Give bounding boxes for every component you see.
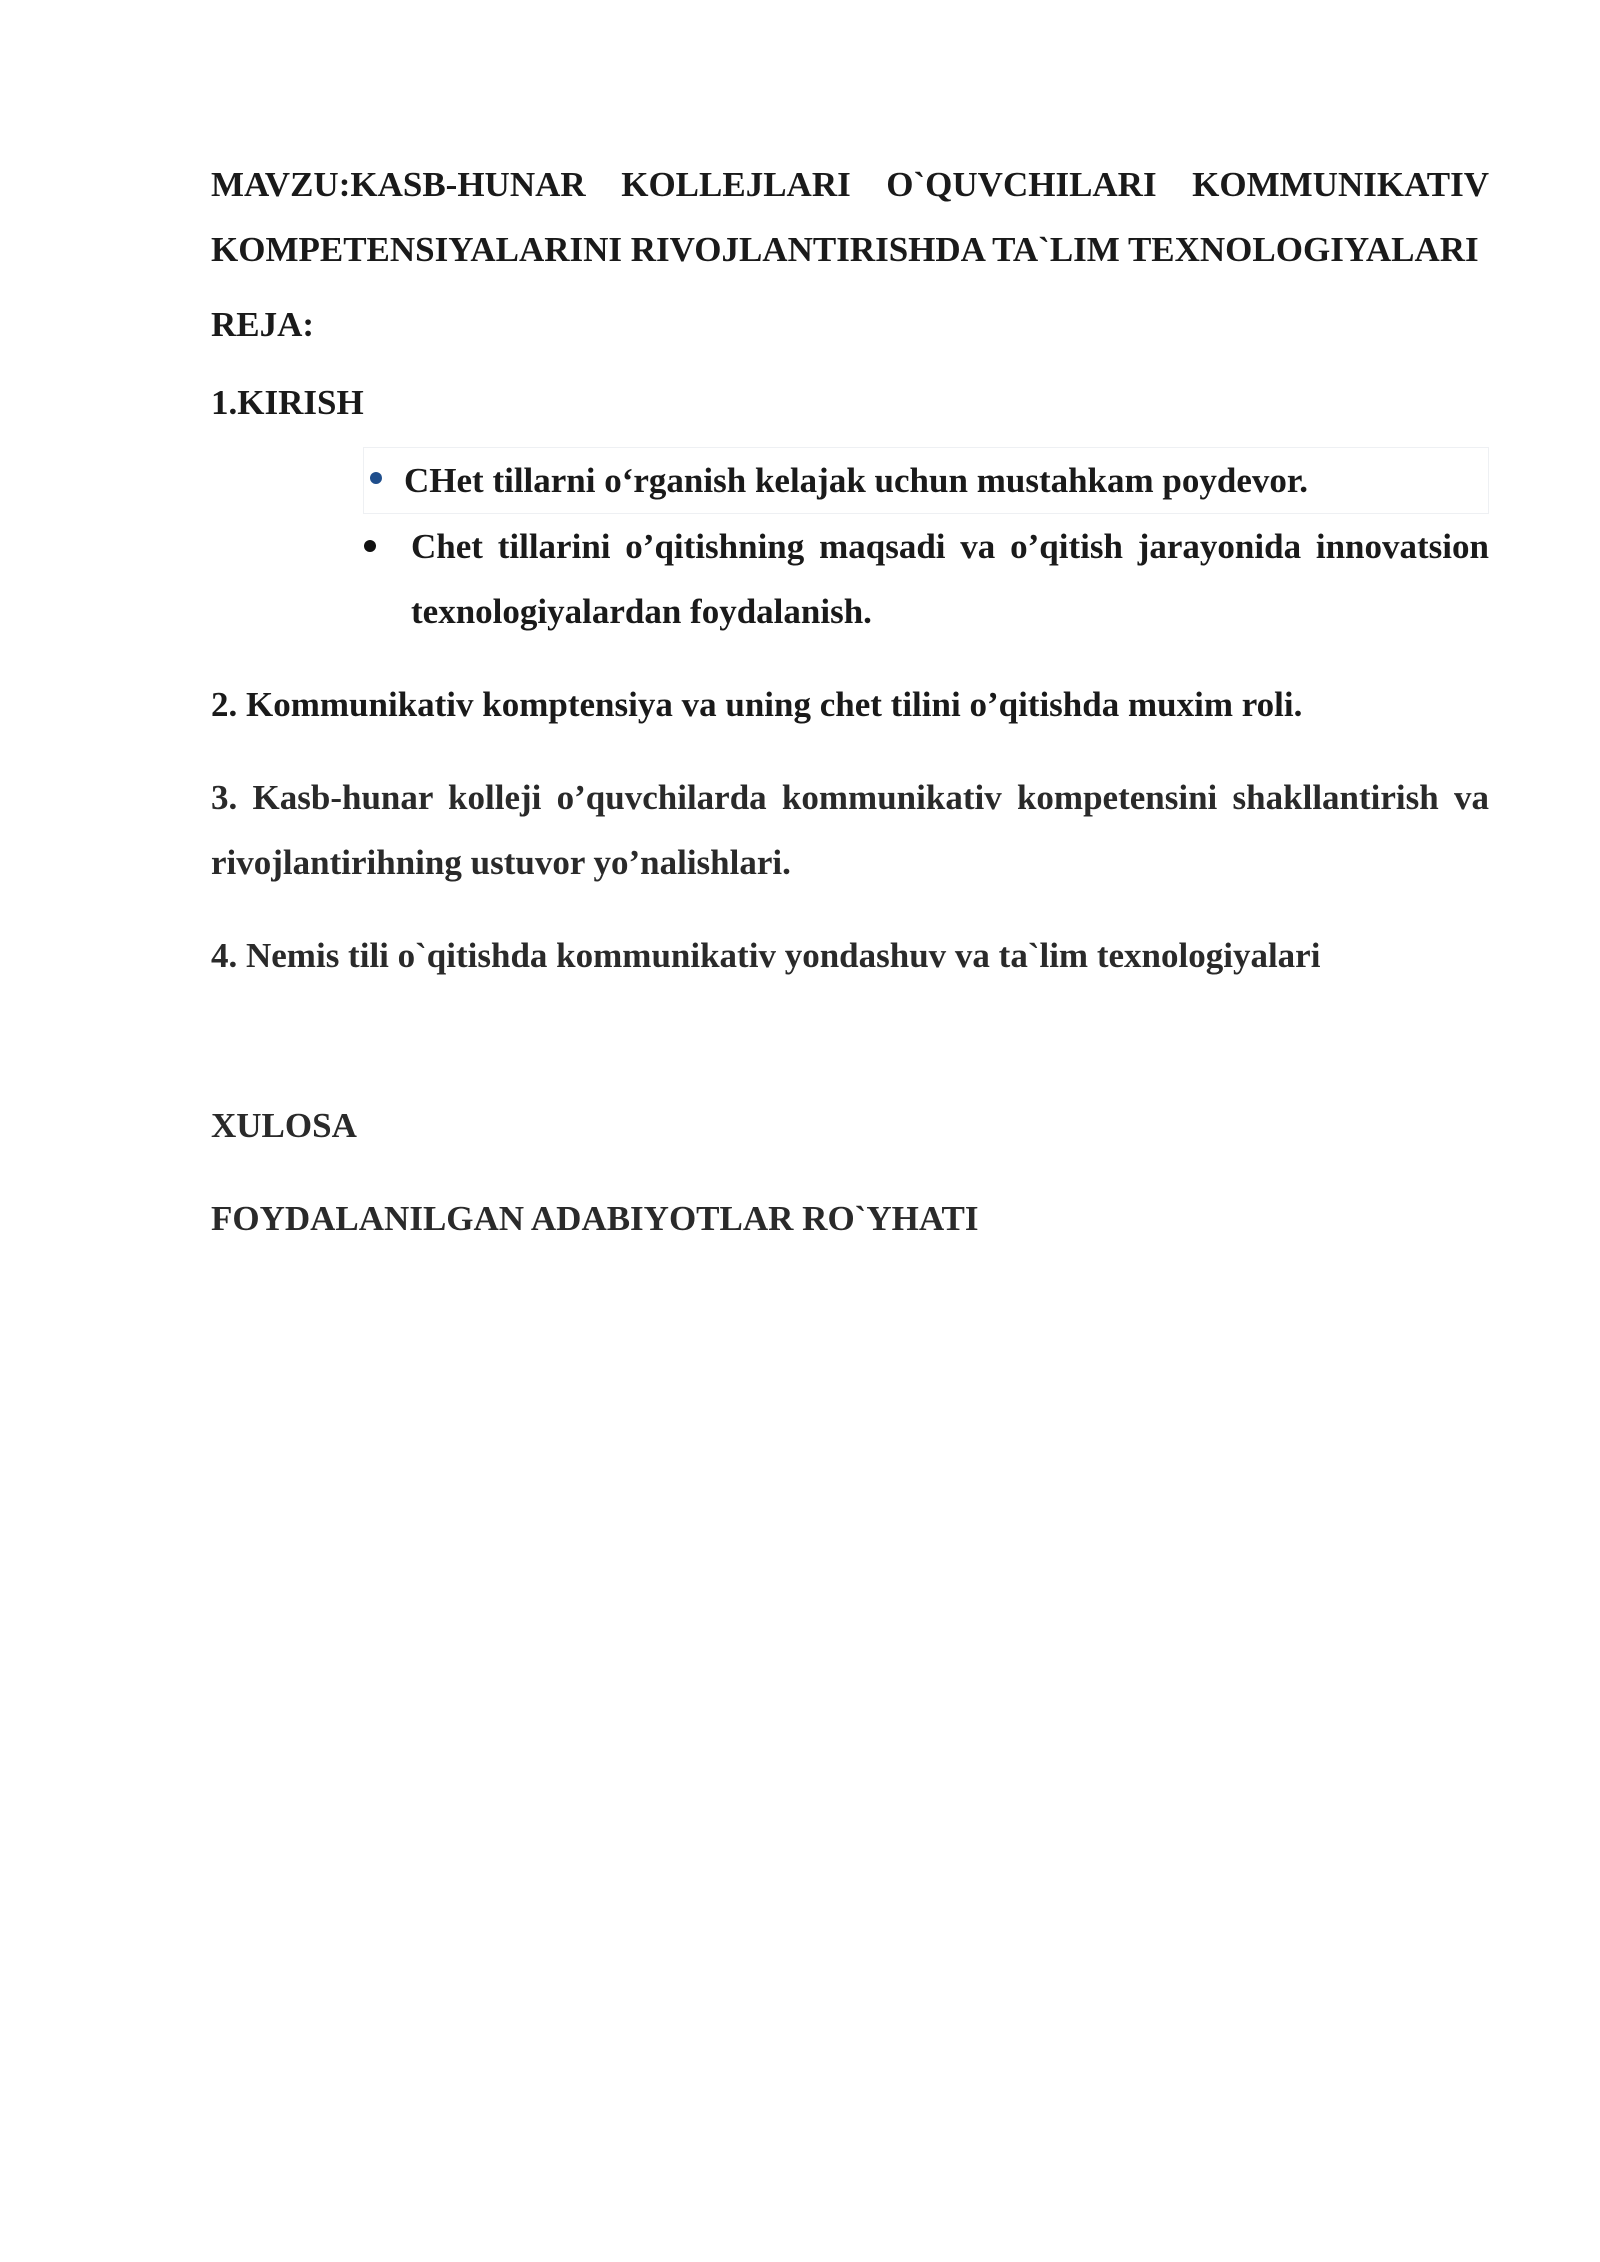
document-content bbox=[211, 152, 1489, 1251]
references-heading: FOYDALANILGAN ADABIYOTLAR RO`YHATI bbox=[211, 1199, 979, 1238]
bullet-text: CHet tillarni o‘rganish kelajak uchun mustahkam poydevor. bbox=[404, 461, 1308, 500]
plan-heading: REJA: bbox=[211, 305, 315, 344]
section-2: 2. Kommunikativ komptensiya va uning chet tilini o’qitishda muxim roli. bbox=[211, 685, 1303, 724]
section-4: 4. Nemis tili o`qitishda kommunikativ yondashuv va ta`lim texnologiyalari bbox=[211, 936, 1321, 975]
bullet-dot-icon bbox=[364, 540, 376, 552]
bullet-text: Chet tillarini o’qitishning maqsadi va o’qitish jarayonida innovatsion texnologiyalardan foydalanish. bbox=[411, 527, 1489, 631]
list-item bbox=[411, 514, 1489, 644]
conclusion-heading: XULOSA bbox=[211, 1106, 357, 1145]
bullet-dot-icon bbox=[370, 472, 382, 484]
section-introduction: 1.KIRISH bbox=[211, 383, 364, 422]
section-3: 3. Kasb-hunar kolleji o’quvchilarda kommunikativ kompetensini shakllantirish va rivojlantirihning ustuvor yo’nalishlari. bbox=[211, 778, 1489, 882]
list-item bbox=[363, 447, 1489, 514]
introduction-bullet-list bbox=[211, 447, 1489, 644]
document-title: MAVZU:KASB-HUNAR KOLLEJLARI O`QUVCHILARI KOMMUNIKATIV KOMPETENSIYALARINI RIVOJLANTIRISHDA TA`LIM TEXNOLOGIYALARI bbox=[211, 165, 1489, 269]
